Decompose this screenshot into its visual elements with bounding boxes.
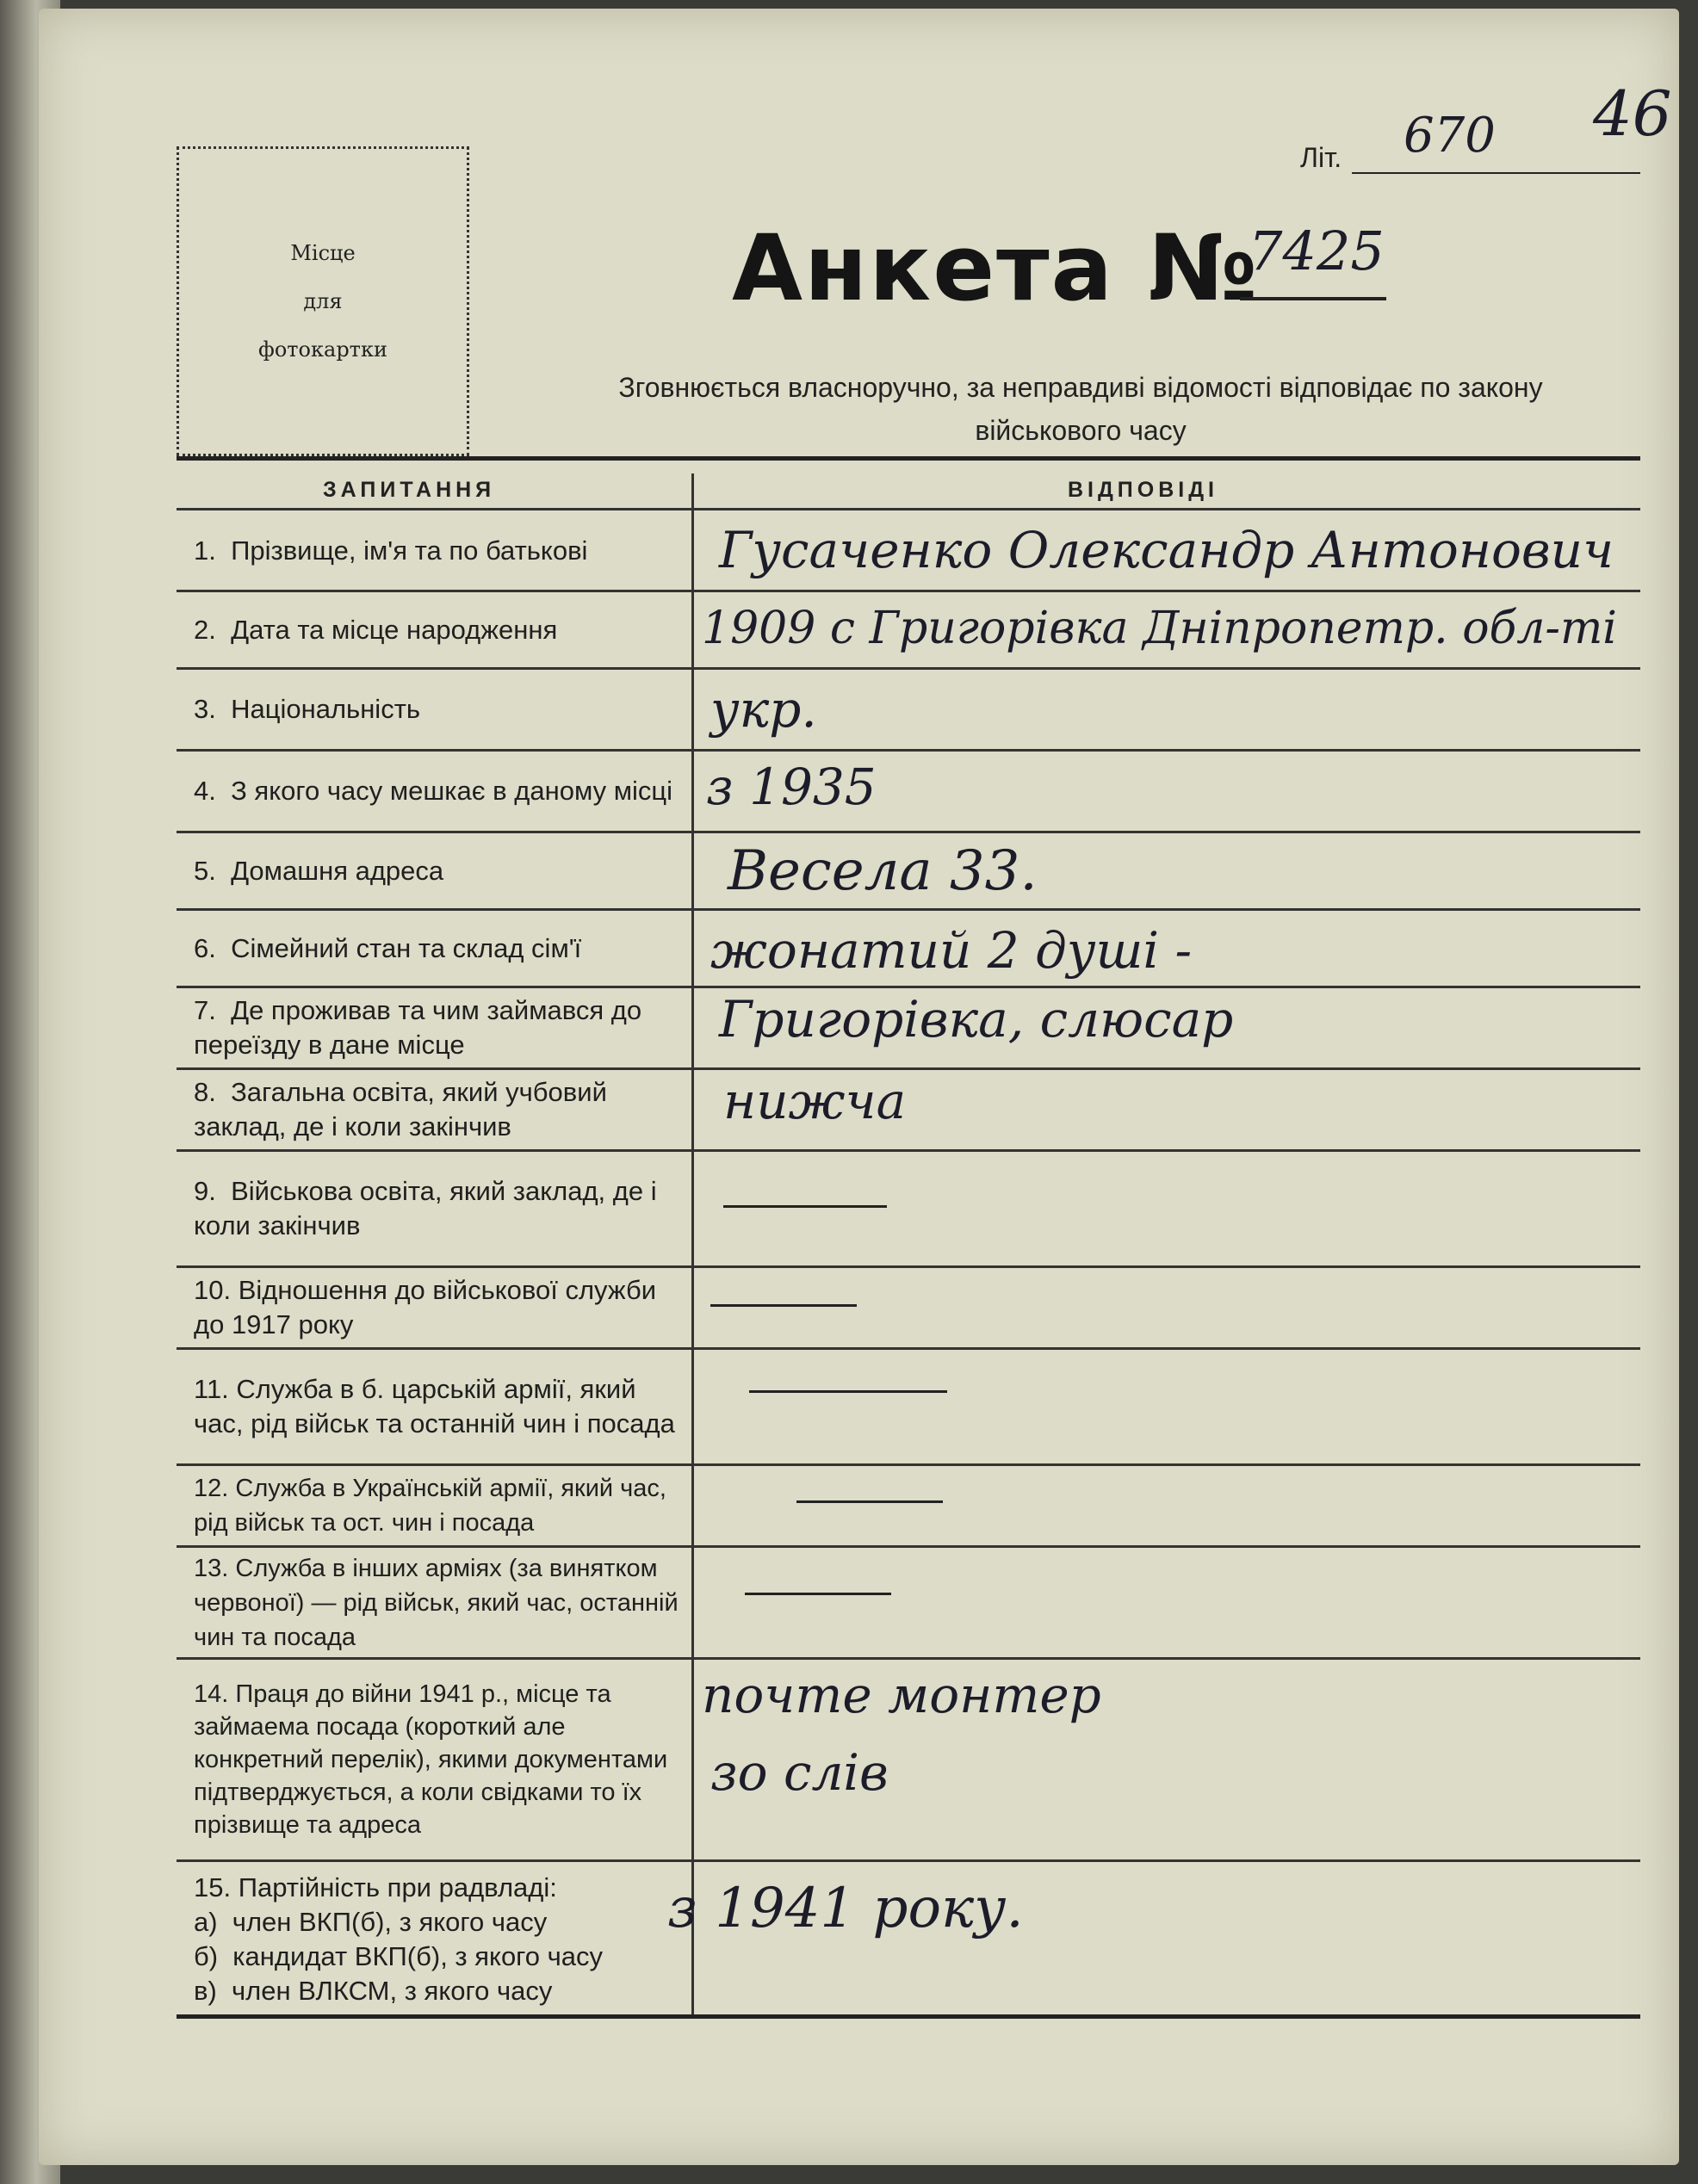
answer-8: нижча (723, 1072, 907, 1130)
question-9: 9. Військова освіта, який заклад, де і коли закінчив (194, 1176, 665, 1240)
question-4: 4. З якого часу мешкає в даному місці (194, 776, 673, 806)
photo-label-3: фотокартки (258, 337, 387, 362)
question-8: 8. Загальна освіта, який учбовий заклад, де і коли закінчив (194, 1077, 615, 1141)
page-number: 46 (1593, 77, 1672, 150)
question-11: 11. Служба в б. царській армії, який час, рід військ та останній чин і посада (194, 1374, 675, 1438)
question-15: 15. Партійність при радвладі: а) член ВКП(б), з якого часу б) кандидат ВКП(б), з якого часу в) член ВЛКСМ, з якого часу (177, 1862, 693, 2014)
instruction-text (486, 366, 1675, 452)
question-14: 14. Праця до війни 1941 р., місце та займаема посада (короткий але конкретний перелік), якими документами підтверджується, а коли свідками то їх прізвище та адреса (194, 1680, 675, 1839)
answer-15: з 1941 року. (667, 1877, 1024, 1940)
question-1: 1. Прізвище, ім'я та по батькові (194, 535, 588, 566)
answer-4: з 1935 (706, 758, 877, 816)
question-6: 6. Сімейний стан та склад сім'ї (194, 932, 582, 963)
answer-14-continued: зо слів (710, 1743, 889, 1802)
question-7: 7. Де проживав та чим займався до переїзду в дане місце (194, 995, 649, 1060)
instruction-line-2: військового часу (975, 415, 1187, 446)
answer-2: 1909 с Григорівка Дніпропетр. обл-ті (702, 603, 1617, 654)
question-5: 5. Домашня адреса (194, 855, 444, 886)
answer-10-dash (710, 1304, 857, 1307)
answer-13-dash (745, 1593, 891, 1595)
answer-11-dash (749, 1390, 947, 1393)
question-3: 3. Національність (194, 694, 421, 724)
question-2: 2. Дата та місце народження (194, 614, 558, 645)
question-12: 12. Служба в Українській армії, який час, рід військ та ост. чин і посада (194, 1475, 674, 1537)
table-top-rule (177, 456, 1640, 461)
photo-label-1: Місце (290, 241, 356, 265)
answer-14: почте монтер (702, 1666, 1101, 1724)
answer-5: Весела 33. (728, 839, 1038, 903)
answer-1: Гусаченко Олександр Антонович (719, 521, 1614, 579)
answer-7: Григорівка, слюсар (719, 990, 1234, 1049)
party-option-c: в) член ВЛКСМ, з якого часу (194, 1976, 553, 2006)
header-rule (177, 508, 1640, 510)
form-title: Анкета № (732, 215, 1260, 321)
lit-line (1352, 172, 1640, 174)
question-10: 10. Відношення до військової служби до 1917 року (194, 1275, 664, 1339)
answers-header: ВІДПОВІДІ (1068, 478, 1218, 502)
number-line (1240, 297, 1386, 300)
answer-3: укр. (710, 680, 817, 739)
answer-6: жонатий 2 душі - (710, 921, 1193, 980)
question-13: 13. Служба в інших арміях (за винятком червоної) — рід військ, який час, останній чин та посада (194, 1554, 685, 1651)
photo-label-2: для (303, 289, 343, 313)
answer-12-dash (796, 1500, 943, 1503)
lit-label: Літ. (1300, 142, 1342, 173)
party-option-a: а) член ВКП(б), з якого часу (194, 1907, 548, 1937)
lit-value: 670 (1404, 108, 1496, 164)
form-number: 7425 (1249, 220, 1385, 282)
answer-9-dash (723, 1205, 887, 1208)
questionnaire-page (39, 9, 1679, 2165)
table-bottom-rule (177, 2014, 1640, 2019)
party-option-b: б) кандидат ВКП(б), з якого часу (194, 1941, 604, 1971)
questions-header: ЗАПИТАННЯ (323, 478, 496, 502)
instruction-line-1: Зговнюється власноручно, за неправдиві відомості відповідає по закону (618, 372, 1543, 403)
photo-placeholder (177, 146, 469, 456)
